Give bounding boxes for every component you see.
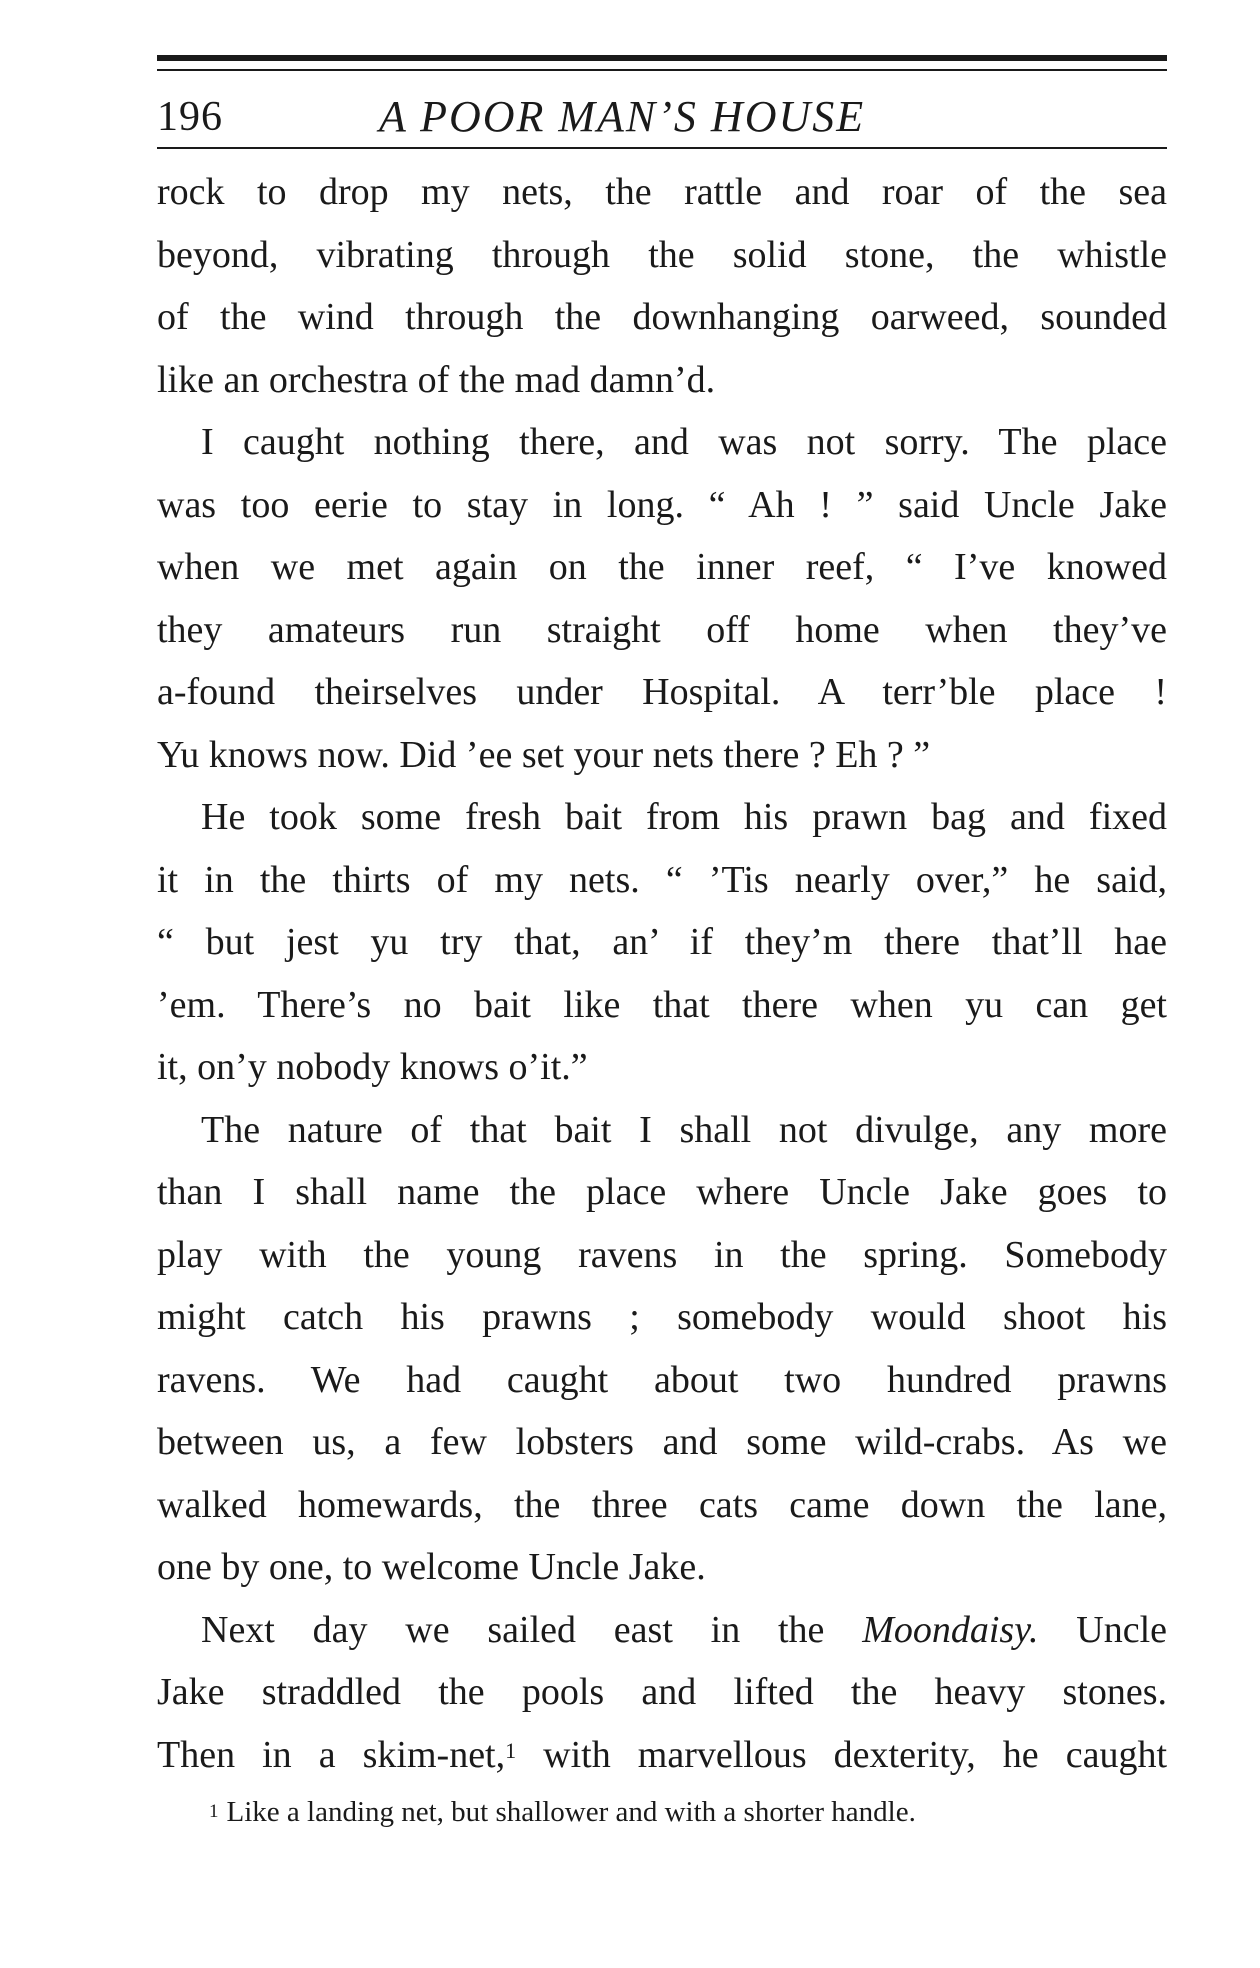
- page-header: [157, 71, 1167, 139]
- text-line: rock to drop my nets, the rattle and roar of the sea: [157, 171, 1167, 213]
- text-line: a-found theirselves under Hospital. A terr’ble place !: [157, 671, 1167, 713]
- text-line: between us, a few lobsters and some wild-crabs. As we: [157, 1421, 1167, 1463]
- text-line: beyond, vibrating through the solid stone, the whistle: [157, 233, 1167, 276]
- text-line: play with the young ravens in the spring. Somebody: [157, 1233, 1167, 1276]
- footnote-marker: 1: [209, 1801, 219, 1822]
- text-line: one by one, to welcome Uncle Jake.: [157, 1546, 706, 1588]
- text-fragment: Then in a skim-net,: [157, 1733, 506, 1776]
- text-line: “ but jest yu try that, an’ if they’m there that’ll hae: [157, 921, 1167, 963]
- text-line: I caught nothing there, and was not sorry. The place: [201, 421, 1167, 463]
- text-line: than I shall name the place where Uncle Jake goes to: [157, 1171, 1167, 1213]
- footnote-text: Like a landing net, but shallower and with a shorter handle.: [226, 1796, 916, 1828]
- text-line: The nature of that bait I shall not divulge, any more: [201, 1108, 1167, 1151]
- text-line: might catch his prawns ; somebody would shoot his: [157, 1296, 1167, 1338]
- header-rule: [157, 147, 1167, 149]
- text-line: [157, 1599, 1167, 1662]
- text-line: ravens. We had caught about two hundred prawns: [157, 1358, 1167, 1401]
- text-line: walked homewards, the three cats came down the lane,: [157, 1483, 1167, 1526]
- text-line: Yu knows now. Did ’ee set your nets there ? Eh ? ”: [157, 733, 931, 776]
- text-line: [157, 1724, 1167, 1787]
- text-fragment: Uncle: [1038, 1608, 1167, 1651]
- text-line: of the wind through the downhanging oarweed, sounded: [157, 296, 1167, 338]
- text-fragment: with marvellous dexterity, he caught: [516, 1733, 1168, 1776]
- text-line: it in the thirts of my nets. “ ’Tis nearly over,” he said,: [157, 858, 1167, 901]
- footnote: [157, 1792, 1167, 1832]
- footnote-reference: 1: [505, 1737, 517, 1763]
- running-title: A POOR MAN’S HOUSE: [379, 92, 866, 141]
- body-text: [157, 161, 1167, 1786]
- boat-name: Moondaisy.: [862, 1608, 1039, 1651]
- text-line: they amateurs run straight off home when they’ve: [157, 608, 1167, 651]
- text-fragment: Next day we sailed east in the: [201, 1608, 863, 1651]
- top-rule-thick: [157, 55, 1167, 61]
- text-line: Jake straddled the pools and lifted the heavy stones.: [157, 1671, 1167, 1713]
- text-line: it, on’y nobody knows o’it.”: [157, 1046, 588, 1088]
- page-number: 196: [157, 94, 223, 140]
- text-line: He took some fresh bait from his prawn bag and fixed: [201, 796, 1167, 838]
- book-page: [157, 55, 1167, 1832]
- text-line: ’em. There’s no bait like that there when yu can get: [157, 983, 1167, 1026]
- text-line: was too eerie to stay in long. “ Ah ! ” said Uncle Jake: [157, 483, 1167, 526]
- text-line: when we met again on the inner reef, “ I’ve knowed: [157, 546, 1167, 588]
- text-line: like an orchestra of the mad damn’d.: [157, 358, 716, 401]
